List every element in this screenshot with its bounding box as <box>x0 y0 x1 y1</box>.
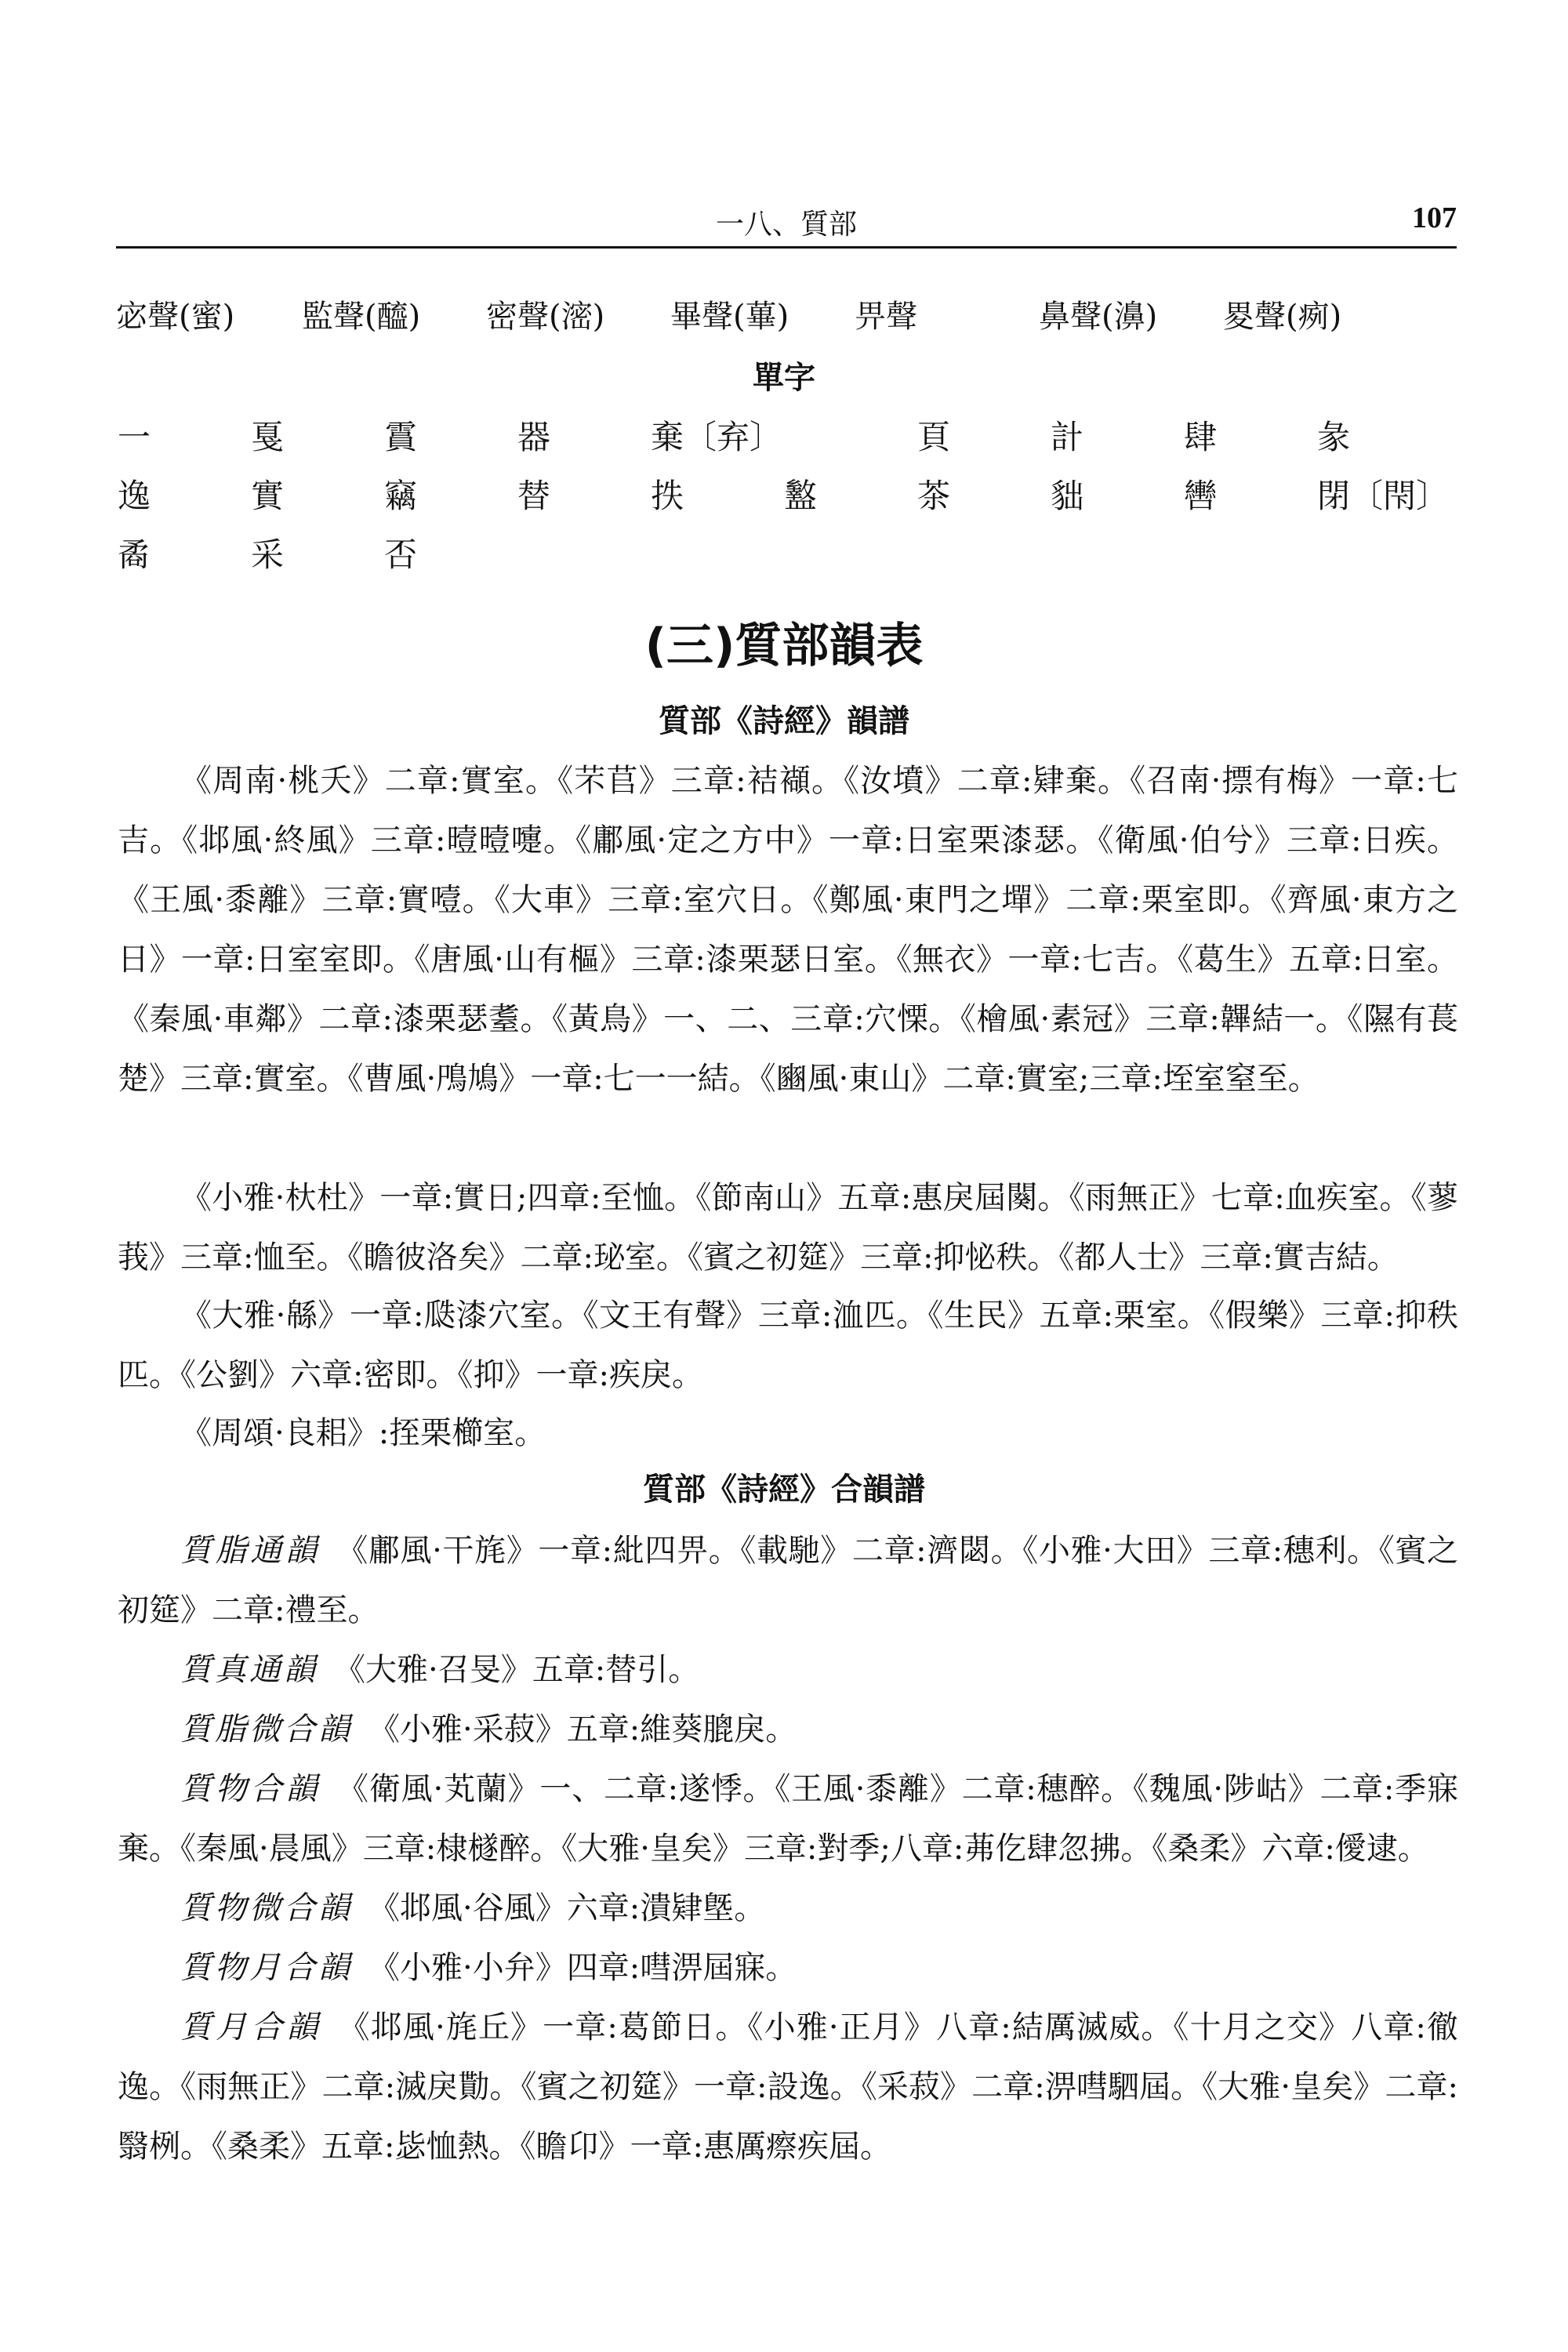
single-chars-heading: 單字 <box>753 360 815 396</box>
char-cell: 一 <box>118 418 151 456</box>
phonetic-series-item: 監聲(醯) <box>302 299 421 335</box>
running-title: 一八、質部 <box>715 209 857 241</box>
char-cell: 棄〔弃〕 <box>651 418 783 456</box>
char-cell: 采 <box>251 535 285 574</box>
rhyme-label: 質月合韻 <box>180 2009 322 2045</box>
combined-rhyme-entry <box>118 1640 1458 1700</box>
rhyme-text: 《衛風·芄蘭》一、二章:遂悸。《王風·黍離》二章:穗醉。《魏風·陟岵》二章:季寐棄。《秦風·晨風》三章:棣檖醉。《大雅·皇矣》三章:對季;八章:茀仡肆忽拂。《桑柔》六章:僾逮。 <box>118 1771 1459 1867</box>
rhyme-text: 《邶風·旄丘》一章:葛節日。《小雅·正月》八章:結厲滅威。《十月之交》八章:徹逸。《雨無正》二章:滅戾勩。《賓之初筵》一章:設逸。《采菽》二章:淠嘒駟屆。《大雅·皇矣》二章:翳栵。《桑柔》五章:毖恤熱。《瞻卬》一章:惠厲瘵疾屆。 <box>118 2009 1459 2165</box>
combined-rhyme-entry <box>118 1938 1458 1998</box>
char-cell: 霣 <box>384 418 418 456</box>
section-title: (三)質部韻表 <box>644 619 924 673</box>
rhyme-label: 質物合韻 <box>180 1771 321 1807</box>
rhyme-text: 《小雅·采菽》五章:維葵膍戾。 <box>384 1711 797 1748</box>
combined-rhyme-entry <box>118 1700 1458 1759</box>
rhyme-label: 質物微合韻 <box>180 1890 353 1926</box>
phonetic-series-item: 畟聲(㾐) <box>1223 299 1342 335</box>
rhyme-text: 《大雅·召旻》五章:替引。 <box>350 1652 700 1688</box>
combined-rhyme-entry <box>118 1998 1458 2176</box>
char-cell: 矞 <box>118 535 151 574</box>
phonetic-series-item: 宓聲(蜜) <box>116 299 235 335</box>
phonetic-series-row <box>0 292 1568 339</box>
phonetic-series-item: 鼻聲(濞) <box>1039 299 1158 335</box>
char-cell: 替 <box>517 477 551 515</box>
combined-rhyme-entry <box>118 1521 1458 1640</box>
char-cell: 閉〔閇〕 <box>1317 477 1450 515</box>
combined-rhyme-entry <box>118 1759 1458 1878</box>
char-cell: 盭 <box>784 477 818 515</box>
char-cell: 彖 <box>1317 418 1351 456</box>
char-cell: 轡 <box>1184 477 1218 515</box>
rhyme-label: 質脂通韻 <box>180 1533 321 1569</box>
char-cell: 戛 <box>251 418 285 456</box>
rhyme-text: 《小雅·小弁》四章:嘒淠屆寐。 <box>384 1950 797 1986</box>
rhyme-text: 《邶風·谷風》六章:潰肄墍。 <box>384 1890 766 1926</box>
page-number: 107 <box>1412 201 1457 234</box>
char-cell: 頁 <box>917 418 951 456</box>
rhyme-label: 質真通韻 <box>180 1652 318 1688</box>
rhyme-text: 《鄘風·干旄》一章:紕四畀。《載馳》二章:濟閟。《小雅·大田》三章:穗利。《賓之初筵》二章:禮至。 <box>118 1533 1459 1628</box>
rhyme-label: 質脂微合韻 <box>180 1711 353 1748</box>
phonetic-series-item: 畀聲 <box>855 299 917 335</box>
char-cell: 貀 <box>1051 477 1084 515</box>
rhyme-label: 質物月合韻 <box>180 1950 353 1986</box>
char-cell: 肆 <box>1184 418 1218 456</box>
rhyme-paragraph: 《周頌·良耜》:挃栗櫛室。 <box>180 1415 546 1451</box>
rhyme-paragraph: 《大雅·緜》一章:瓞漆穴室。《文王有聲》三章:洫匹。《生民》五章:栗室。《假樂》三章:抑秩匹。《公劉》六章:密即。《抑》一章:疾戾。 <box>118 1298 1458 1393</box>
rhyme-spectrum-heading: 質部《詩經》韻譜 <box>659 703 909 739</box>
char-cell: 器 <box>517 418 551 456</box>
phonetic-series-item: 密聲(滵) <box>486 299 605 335</box>
combined-rhyme-entry <box>118 1878 1458 1938</box>
char-cell: 實 <box>251 477 285 515</box>
char-cell: 茶 <box>917 477 951 515</box>
char-cell: 逸 <box>118 477 151 515</box>
char-cell: 抶 <box>651 477 684 515</box>
char-cell: 竊 <box>384 477 418 515</box>
rhyme-paragraph: 《小雅·杕杜》一章:實日;四章:至恤。《節南山》五章:惠戾屆闋。《雨無正》七章:血疾室。《蓼莪》三章:恤至。《瞻彼洛矣》二章:珌室。《賓之初筵》三章:抑怭秩。《都人士》三章:實吉結。 <box>118 1180 1458 1276</box>
char-cell: 計 <box>1051 418 1084 456</box>
phonetic-series-item: 畢聲(蓽) <box>670 299 789 335</box>
combined-rhymes-heading: 質部《詩經》合韻譜 <box>643 1472 925 1508</box>
rhyme-paragraph: 《周南·桃夭》二章:實室。《芣苢》三章:袺襭。《汝墳》二章:肄棄。《召南·摽有梅》一章:七吉。《邶風·終風》三章:曀曀嚏。《鄘風·定之方中》一章:日室栗漆瑟。《衛風·伯兮》三章:日疾。《王風·黍離》三章:實噎。《大車》三章:室穴日。《鄭風·東門之墠》二章:栗室即。《齊風·東方之日》一章:日室室即。《唐風·山有樞》三章:漆栗瑟日室。《無衣》一章:七吉。《葛生》五章:日室。《秦風·車鄰》二章:漆栗瑟耋。《黃鳥》一、二、三章:穴慄。《檜風·素冠》三章:韠結一。《隰有萇楚》三章:實室。《曹風·鳲鳩》一章:七一一結。《豳風·東山》二章:實室;三章:垤室窒至。 <box>118 763 1458 1097</box>
char-cell: 否 <box>384 535 418 574</box>
page-header <box>116 198 1457 249</box>
